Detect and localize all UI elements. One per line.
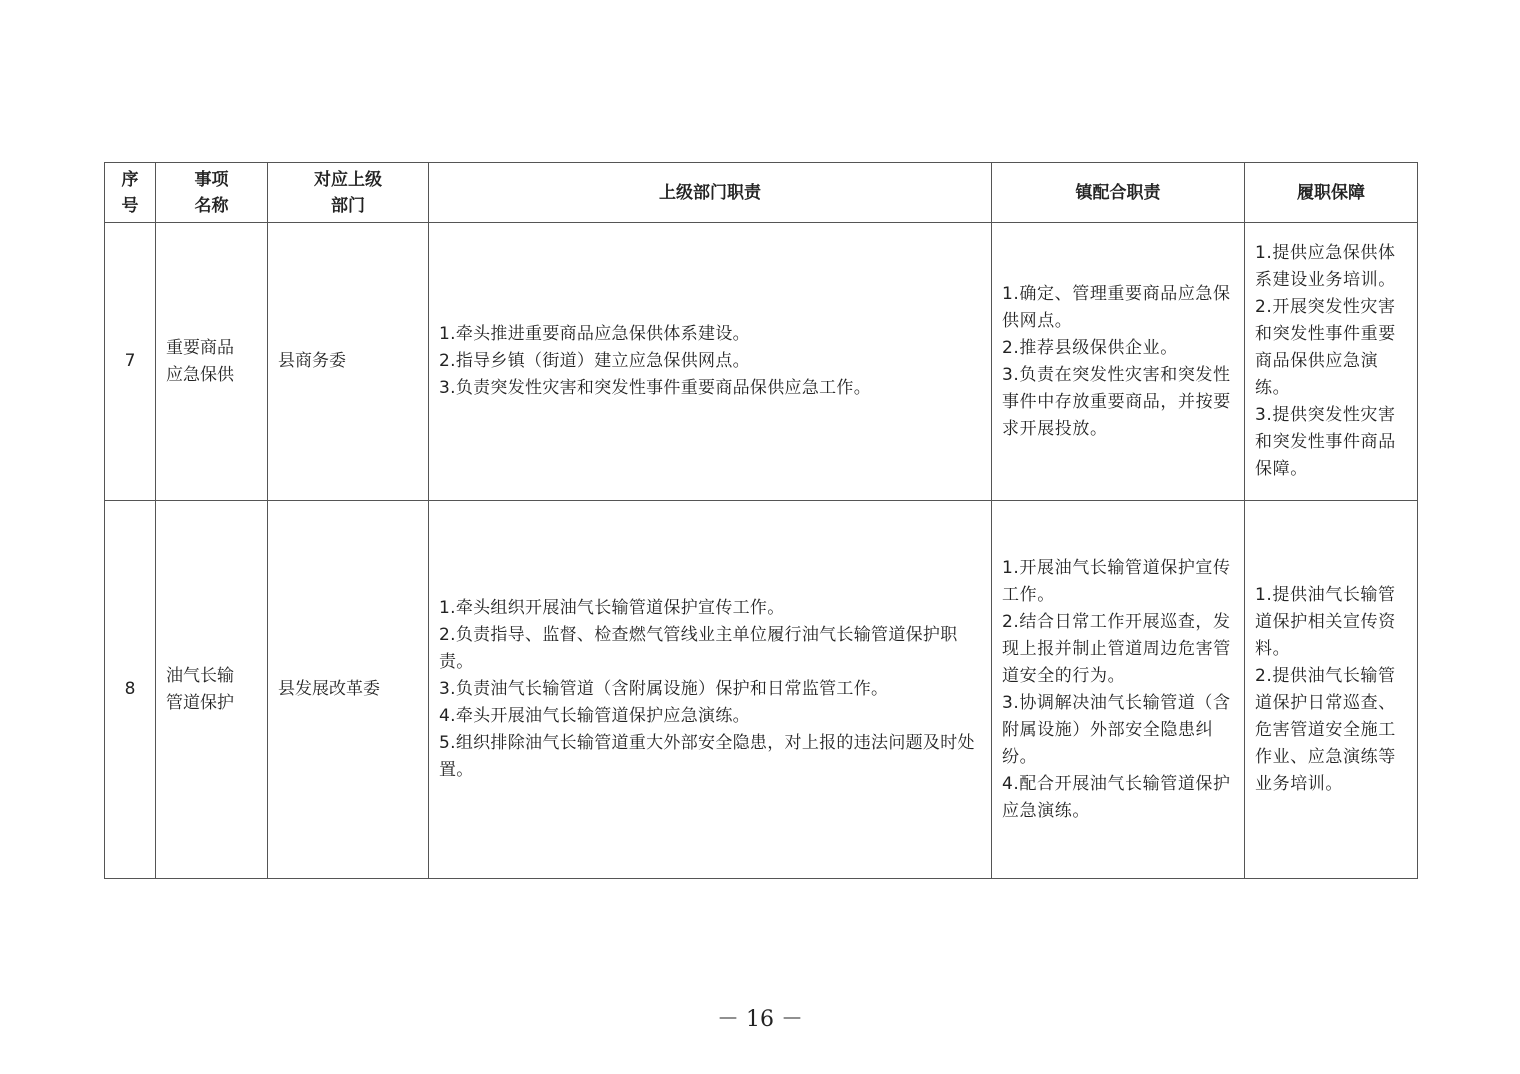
- upper-duty-item: 3.负责突发性灾害和突发性事件重要商品保供应急工作。: [439, 378, 872, 398]
- page-number: － 16 －: [717, 1007, 803, 1032]
- town-duty-item: 1.开展油气长输管道保护宣传工作。: [1002, 557, 1231, 605]
- item-name-line: 应急保供: [166, 364, 234, 385]
- town-duty: [992, 501, 1245, 879]
- header-town-duty: 镇配合职责: [992, 163, 1245, 223]
- town-duty-item: 1.确定、管理重要商品应急保供网点。: [1002, 283, 1231, 331]
- item-name-line: 重要商品: [166, 337, 234, 358]
- header-upper-duty: 上级部门职责: [429, 163, 992, 223]
- header-item-line: 名称: [194, 195, 229, 216]
- table-header-row: [105, 163, 1418, 223]
- town-duty-item: 2.结合日常工作开展巡查，发现上报并制止管道周边危害管道安全的行为。: [1002, 611, 1231, 686]
- upper-duty-item: 1.牵头组织开展油气长输管道保护宣传工作。: [439, 598, 785, 618]
- upper-duty-item: 4.牵头开展油气长输管道保护应急演练。: [439, 706, 750, 726]
- table-row: [105, 223, 1418, 501]
- town-duty-item: 3.协调解决油气长输管道（含附属设施）外部安全隐患纠纷。: [1002, 692, 1231, 767]
- item-name: [156, 501, 268, 879]
- upper-duty-item: 2.指导乡镇（街道）建立应急保供网点。: [439, 351, 750, 371]
- header-guarantee: 履职保障: [1245, 163, 1418, 223]
- town-duty: [992, 223, 1245, 501]
- upper-duty: [429, 501, 992, 879]
- dept-name: 县商务委: [268, 223, 429, 501]
- header-dept: [268, 163, 429, 223]
- guarantee-item: 3.提供突发性灾害和突发性事件商品保障。: [1255, 405, 1396, 479]
- guarantee: [1245, 223, 1418, 501]
- item-name-line: 油气长输: [166, 665, 234, 686]
- header-dept-line: 对应上级: [314, 169, 382, 190]
- guarantee-item: 1.提供应急保供体系建设业务培训。: [1255, 243, 1396, 290]
- town-duty-item: 2.推荐县级保供企业。: [1002, 337, 1178, 358]
- guarantee-item: 2.提供油气长输管道保护日常巡查、危害管道安全施工作业、应急演练等业务培训。: [1255, 665, 1396, 794]
- item-name: [156, 223, 268, 501]
- header-no-line: 序: [121, 169, 139, 190]
- table-row: [105, 501, 1418, 879]
- upper-duty-item: 3.负责油气长输管道（含附属设施）保护和日常监管工作。: [439, 679, 889, 699]
- header-dept-line: 部门: [331, 195, 365, 216]
- town-duty-item: 4.配合开展油气长输管道保护应急演练。: [1002, 773, 1231, 821]
- header-item-line: 事项: [194, 169, 229, 190]
- duty-table: [104, 162, 1418, 879]
- header-no: [105, 163, 156, 223]
- guarantee: [1245, 501, 1418, 879]
- dept-name: 县发展改革委: [268, 501, 429, 879]
- upper-duty-item: 5.组织排除油气长输管道重大外部安全隐患，对上报的违法问题及时处置。: [439, 733, 975, 780]
- upper-duty: [429, 223, 992, 501]
- guarantee-item: 1.提供油气长输管道保护相关宣传资料。: [1255, 584, 1396, 659]
- header-no-line: 号: [121, 195, 139, 216]
- town-duty-item: 3.负责在突发性灾害和突发性事件中存放重要商品，并按要求开展投放。: [1002, 364, 1231, 439]
- upper-duty-item: 1.牵头推进重要商品应急保供体系建设。: [439, 324, 750, 344]
- row-number: 8: [105, 501, 156, 879]
- guarantee-item: 2.开展突发性灾害和突发性事件重要商品保供应急演练。: [1255, 297, 1396, 398]
- item-name-line: 管道保护: [166, 692, 234, 713]
- header-item: [156, 163, 268, 223]
- upper-duty-item: 2.负责指导、监督、检查燃气管线业主单位履行油气长输管道保护职责。: [439, 625, 958, 672]
- row-number: 7: [105, 223, 156, 501]
